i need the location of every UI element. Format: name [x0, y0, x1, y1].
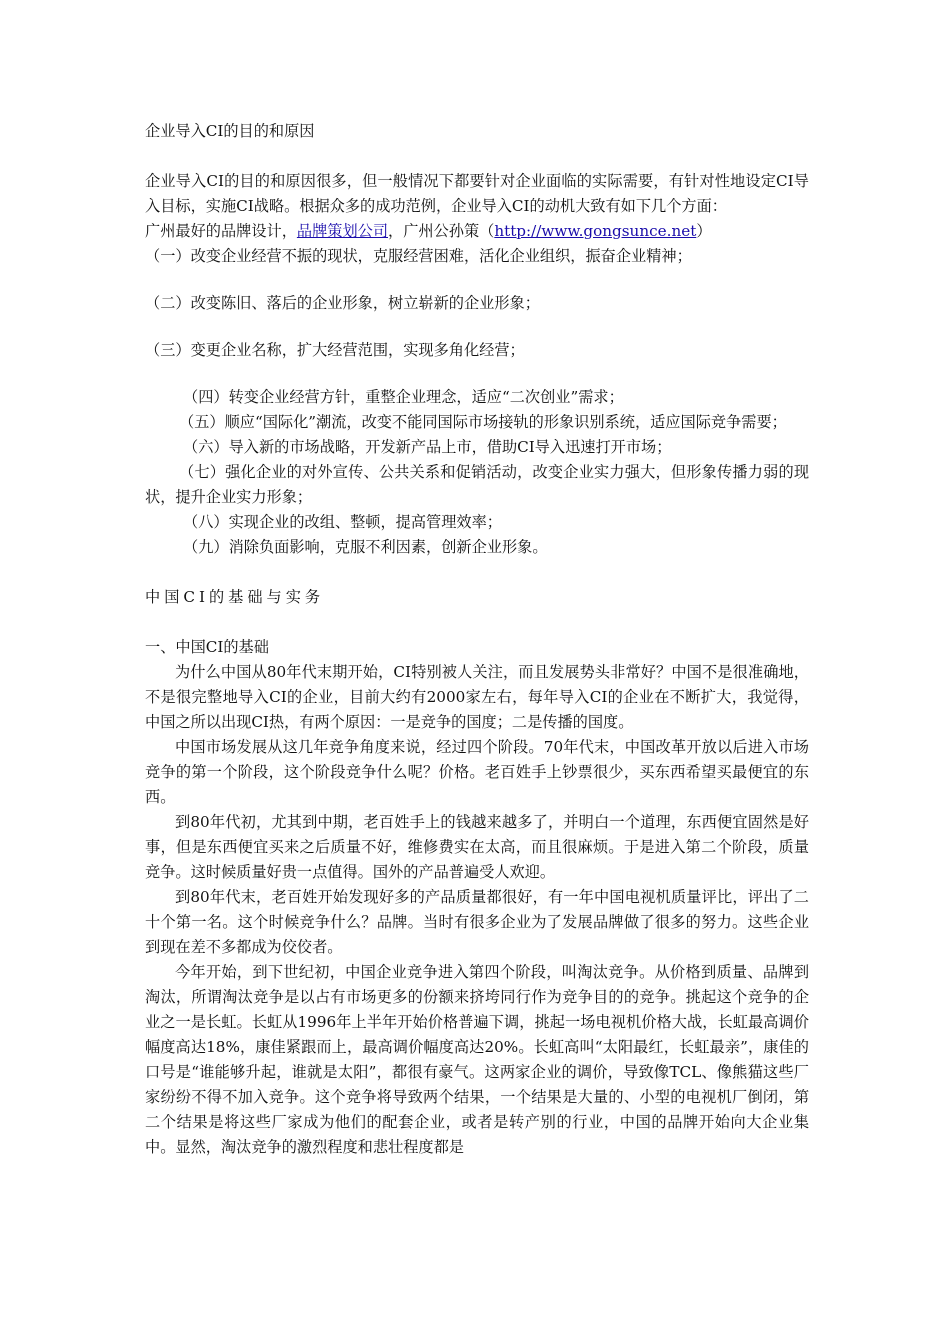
subsection-title: 一、中国CI的基础: [145, 638, 269, 656]
list-item: （五）顺应“国际化”潮流，改变不能同国际市场接轨的形象识别系统，适应国际竞争需要；: [179, 413, 787, 431]
list-item: （四）转变企业经营方针，重整企业理念，适应“二次创业”需求；: [183, 388, 624, 406]
spacer: [145, 269, 809, 291]
doc-title: 企业导入CI的目的和原因: [145, 122, 315, 140]
promo-line: [145, 219, 809, 244]
body-paragraph: 今年开始，到下世纪初，中国企业竞争进入第四个阶段，叫淘汰竞争。从价格到质量、品牌到淘汰，所谓淘汰竞争是以占有市场更多的份额来挤垮同行作为竞争目的的竞争。挑起这个竞争的企业之一是长虹。长虹从1996年上半年开始价格普遍下调，挑起一场电视机价格大战，长虹最高调价幅度高达18%，康佳紧跟而上，最高调价幅度高达20%。长虹高叫“太阳最红，长虹最亲”，康佳的口号是“谁能够升起，谁就是太阳”，都很有豪气。这两家企业的调价，导致像TCL、像熊猫这些厂家纷纷不得不加入竞争。这个竞争将导致两个结果，一个结果是大量的、小型的电视机厂倒闭，第二个结果是将这些厂家成为他们的配套企业，或者是转产别的行业，中国的品牌开始向大企业集中。显然，淘汰竞争的激烈程度和悲壮程度都是: [145, 963, 809, 1156]
promo-prefix: 广州最好的品牌设计，: [145, 222, 297, 240]
spacer: [145, 144, 809, 169]
body-paragraph: 到80年代末，老百姓开始发现好多的产品质量都很好，有一年中国电视机质量评比，评出了二十个第一名。这个时候竞争什么？品牌。当时有很多企业为了发展品牌做了很多的努力。这些企业到现在差不多都成为佼佼者。: [145, 888, 809, 956]
list-item: （八）实现企业的改组、整顿，提高管理效率；: [183, 513, 502, 531]
spacer: [145, 363, 809, 385]
website-url-link[interactable]: http://www.gongsunce.net: [494, 222, 697, 240]
brand-planning-link[interactable]: 品牌策划公司: [296, 222, 388, 240]
spacer: [145, 560, 809, 585]
list-item: （二）改变陈旧、落后的企业形象，树立崭新的企业形象；: [145, 294, 540, 312]
list-item: （三）变更企业名称，扩大经营范围，实现多角化经营；: [145, 341, 525, 359]
spacer: [145, 610, 809, 635]
body-paragraph: 到80年代初，尤其到中期，老百姓手上的钱越来越多了，并明白一个道理，东西便宜固然是好事，但是东西便宜买来之后质量不好，维修费实在太高，而且很麻烦。于是进入第二个阶段，质量竞争。这时候质量好贵一点值得。国外的产品普遍受人欢迎。: [145, 813, 809, 881]
spacer: [145, 316, 809, 338]
list-item: （九）消除负面影响，克服不利因素，创新企业形象。: [183, 538, 548, 556]
body-paragraph: 中国市场发展从这几年竞争角度来说，经过四个阶段。70年代末，中国改革开放以后进入市场竞争的第一个阶段，这个阶段竞争什么呢？价格。老百姓手上钞票很少，买东西希望买最便宜的东西。: [145, 738, 809, 806]
list-item: （一）改变企业经营不振的现状，克服经营困难，活化企业组织，振奋企业精神；: [145, 247, 692, 265]
promo-suffix: ）: [696, 222, 712, 240]
promo-middle: ，广州公孙策（: [388, 222, 495, 240]
document-page: [145, 119, 809, 1160]
list-item: （七）强化企业的对外宣传、公共关系和促销活动，改变企业实力强大，但形象传播力弱的现状，提升企业实力形象；: [145, 463, 809, 506]
body-paragraph: 为什么中国从80年代末期开始，CI特别被人关注，而且发展势头非常好？中国不是很准确地，不是很完整地导入CI的企业，目前大约有2000家左右，每年导入CI的企业在不断扩大，我觉得，中国之所以出现CI热，有两个原因：一是竞争的国度；二是传播的国度。: [145, 663, 809, 731]
section-title: 中国CI的基础与实务: [145, 588, 325, 606]
intro-paragraph: 企业导入CI的目的和原因很多，但一般情况下都要针对企业面临的实际需要，有针对性地设定CI导入目标，实施CI战略。根据众多的成功范例，企业导入CI的动机大致有如下几个方面：: [145, 172, 809, 215]
list-item: （六）导入新的市场战略，开发新产品上市，借助CI导入迅速打开市场；: [183, 438, 672, 456]
